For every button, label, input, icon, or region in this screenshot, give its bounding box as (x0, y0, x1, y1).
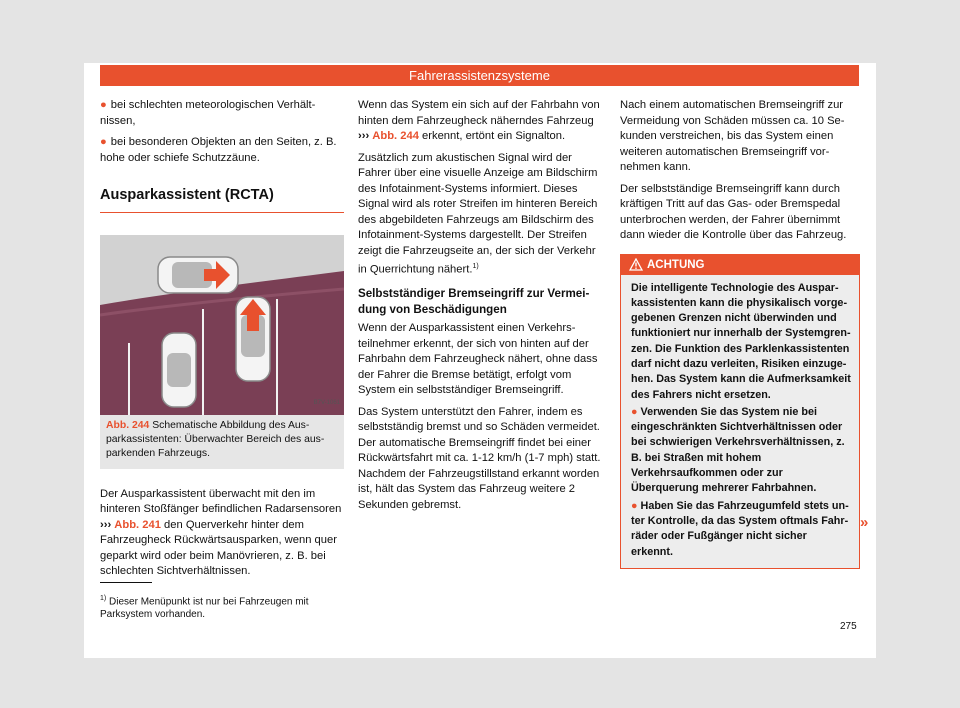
reversing-car-icon (236, 297, 270, 381)
footnote-number: 1) (100, 595, 107, 602)
section-title: Ausparkassistent (RCTA) (100, 188, 344, 213)
crossing-car-icon (158, 257, 238, 293)
warning-intro: Die intelligente Technologie des Ausparkassistenten kann die physikalisch vorgegebenen Grenzen nicht überwinden und funktioniert nur innerhalb der Systemgrenzen. Die Funktion des Parklenkassistenten darf nicht dazu verleiten, Risiken einzugehen. Das System kann die Aufmerksamkeit des Fahrers nicht ersetzen. (631, 281, 851, 401)
paragraph: Der selbstständige Bremseingriff kann durch kräftigen Tritt auf das Gas- oder Bremspedal unterbrochen werden, der Fahrer übernimmt dann wieder die Kontrolle über das Fahrzeug. (620, 182, 847, 241)
paragraph: Nach einem automatischen Bremseingriff zur Vermeidung von Schäden müssen ca. 10 Sekunden verstreichen, bis das System einen weiteren automatischen Bremseingriff vornehmen kann. (620, 99, 845, 173)
paragraph: Wenn das System ein sich auf der Fahrbahn von hinten dem Fahrzeugheck näherndes Fahrzeug ››› Abb. 244 erkennt, ertönt ein Signalton. (358, 99, 600, 142)
header-title: Fahrerassistenzsysteme (409, 68, 550, 83)
page-number: 275 (840, 621, 857, 632)
warning-list-item: ● Verwenden Sie das System nie bei eingeschränkten Sichtverhältnissen oder bei schwierigen Verkehrsverhältnissen, z. B. bei Straßen mit hohem Verkehrsaufkommen oder zur Überquerung mehrerer Fahrbahnen. (631, 405, 845, 495)
ref-arrows: ››› (100, 518, 112, 531)
bullet-dot-icon: ● (631, 405, 641, 418)
footnote (100, 592, 340, 621)
list-item: ● bei schlechten meteorologischen Verhältnissen, (100, 99, 316, 127)
subheading: Selbstständiger Bremseingriff zur Vermeidung von Beschädigungen (358, 287, 590, 316)
figure-code: B7V-1061 (313, 400, 340, 406)
continue-marker: » (860, 514, 869, 531)
figure-reference-link[interactable]: Abb. 241 (114, 518, 161, 531)
figure-caption (100, 415, 344, 469)
list-item: ● bei besonderen Objekten an den Seiten, z. B. hohe oder schiefe Schutzzäune. (100, 136, 337, 164)
warning-triangle-icon (629, 258, 643, 271)
footnote-mark[interactable]: 1) (472, 263, 479, 270)
paragraph: Wenn der Ausparkassistent einen Verkehrsteilnehmer erkennt, der sich von hinten auf der Fahrbahn dem Fahrzeugheck nähert, ohne dass der Fahrer die Bremse betätigt, erfolgt vom System ein selbstständiger Bremseingriff. (358, 322, 598, 397)
bullet-dot-icon: ● (631, 499, 641, 512)
paragraph: Das System unterstützt den Fahrer, indem es selbstständig bremst und so Schäden vermeidet. Der automatische Bremseingriff findet bei einer Rückwärtsfahrt mit ca. 1-12 km/h (1-7 mph) statt. Nachdem der Fahrzeugstillstand erkannt worden ist, hält das System das Fahrzeug weitere 2 Sekunden gebremst. (358, 405, 601, 511)
column-middle (358, 98, 604, 519)
ref-arrows: ››› (358, 130, 370, 142)
figure-rcta-diagram (100, 235, 344, 415)
column-left (100, 98, 344, 586)
caption-text: Schematische Abbildung des Ausparkassistenten: Überwachter Bereich des ausparkenden Fahrzeugs. (106, 419, 325, 459)
warning-title: ACHTUNG (647, 258, 705, 271)
caption-label: Abb. 244 (106, 419, 150, 431)
bullet-dot-icon: ● (100, 99, 107, 111)
warning-header (621, 255, 859, 275)
warning-box (620, 254, 860, 569)
warning-body (621, 275, 859, 568)
running-header (100, 65, 859, 86)
footnote-divider (100, 582, 152, 583)
footnote-text: Dieser Menüpunkt ist nur bei Fahrzeugen mit Parksystem vorhanden. (100, 596, 309, 621)
bullet-dot-icon: ● (100, 136, 107, 148)
parked-car-icon (162, 333, 196, 407)
parking-diagram-illustration (100, 235, 344, 415)
figure-reference-link[interactable]: Abb. 244 (372, 130, 419, 142)
column-right (620, 98, 860, 569)
warning-list-item: ● Haben Sie das Fahrzeugumfeld stets unter Kontrolle, da das System oftmals Fahrräder oder Fußgänger nicht sicher erkennt. (631, 499, 849, 558)
paragraph: Zusätzlich zum akustischen Signal wird der Fahrer über eine visuelle Anzeige am Bildschirm des Infotainment-Systems informiert. Dieses Signal wird als roter Streifen im hinteren Bereich des abgebildeten Fahrzeugs am Bildschirm des Infotainment-Systems dargestellt. Der Streifen zeigt die Fahrzeugseite an, der sich der Verkehr in Querrichtung nähert.$^{1)}$ (358, 151, 598, 276)
paragraph: Der Ausparkassistent überwacht mit den im hinteren Stoßfänger befindlichen Radarsensoren ››› Abb. 241 den Querverkehr hinter dem Fahrzeugheck Rückwärtsausparken, wenn quer geparkt wird oder beim Manövrieren, z. B. bei schlechten Sichtverhältnissen. (100, 487, 342, 577)
